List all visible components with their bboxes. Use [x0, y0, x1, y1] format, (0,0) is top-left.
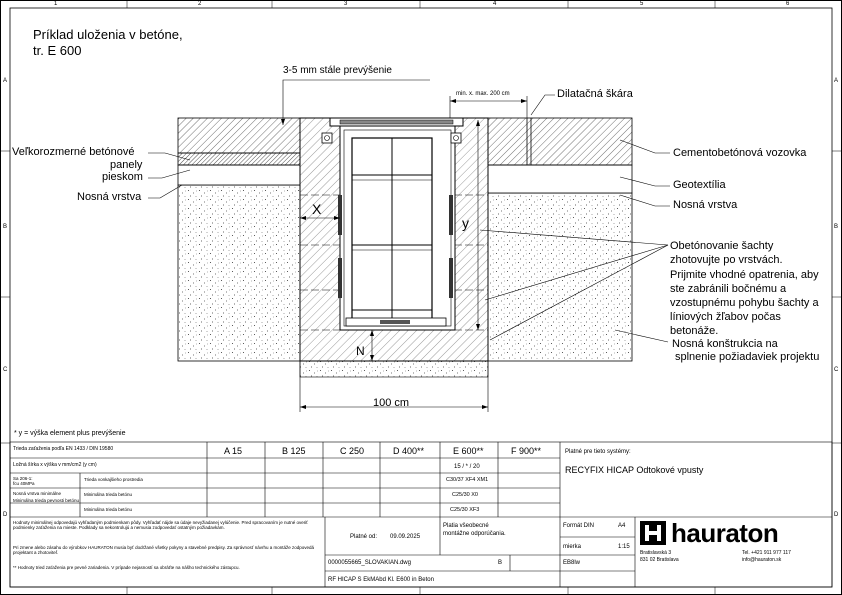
label-large-panels: Veľkorozmerné betónové	[12, 146, 135, 158]
info-line-2: montážne odporúčania.	[443, 531, 506, 537]
address-line-1: Bratislavská 3	[640, 550, 672, 556]
class-e600: E 600**	[453, 446, 484, 456]
grid-row-a-right: A	[834, 78, 839, 84]
class-f900: F 900**	[511, 446, 542, 456]
note-3: ** Hodnoty tried zaťaženia pre pevné zariadenia. V prípade nejasností sa obráťte na nášho technického zástupcu.	[13, 565, 240, 570]
grid-row-c-right: C	[834, 367, 839, 373]
table-class-header: Trieda zaťaženia podľa EN 1433 / DIN 19580	[13, 446, 114, 452]
label-structure-2: splnenie požiadaviek projektu	[675, 351, 820, 363]
grid-row-d: D	[3, 512, 8, 518]
label-concrete-3: Prijmite vhodné opatrenia, aby	[670, 269, 819, 281]
address-line-2: 831 02 Bratislava	[640, 557, 679, 563]
grid-col-4: 4	[493, 1, 497, 7]
dim-x: X	[312, 201, 322, 217]
dim-y: y	[462, 215, 469, 231]
sub-label-concrete-2: Minimálna trieda betónu	[84, 507, 133, 512]
note-2: Pri zmene alebo zásahu do výrobkov HAURATON musia byť dodržané všetky pokyny a stavebné predpisy. Za správnosť návrhu a montáže zodpovedá projektant a zhotoviteľ.	[13, 545, 315, 556]
grid-row-b-right: B	[834, 224, 839, 230]
drawing-name: RF HICAP S EkMAbd Kl. E600 in Beton	[328, 577, 434, 583]
label-concrete-1: Obetónovanie šachty	[670, 240, 774, 252]
label-dilatation: Dilatačná škára	[557, 88, 633, 100]
label-base-right: Nosná vrstva	[673, 199, 738, 211]
label-concrete-7: betonáže.	[670, 325, 719, 337]
drawing-code: EB8lw	[563, 560, 581, 566]
label-concrete-6: líniových žľabov počas	[670, 311, 781, 323]
grid-row-b: B	[3, 224, 8, 230]
file-name: 0000055665_SLOVAKIAN.dwg	[328, 560, 411, 566]
label-structure-1: Nosná konštrukcia na	[672, 338, 778, 350]
class-c250: C 250	[340, 446, 365, 456]
phone: Tel. +421 911 977 117	[742, 550, 791, 556]
row-label-concrete: Minimálna trieda pevnosti betónu	[13, 498, 80, 503]
label-sand: pieskom	[102, 171, 143, 183]
row-label-sa: Sa 206-1: fcu 40MPa	[13, 476, 35, 486]
scale-label: mierka	[563, 544, 582, 550]
label-raised: 3-5 mm stále prevýšenie	[283, 65, 392, 76]
value-concrete: C25/30 XF3	[450, 507, 480, 513]
drawing-title-line1: Príklad uloženia v betóne,	[33, 27, 183, 42]
label-base-left: Nosná vrstva	[77, 191, 142, 203]
grid-col-1: 1	[54, 1, 58, 7]
value-env: C30/37 XF4 XM1	[446, 477, 489, 483]
grid-col-5: 5	[640, 1, 644, 7]
grid-col-2: 2	[198, 1, 202, 7]
label-geotextile: Geotextília	[673, 179, 726, 191]
row-label-base: Nosná vrstva minimálne	[13, 491, 62, 496]
note-1: Hodnoty minimálnej odpovedajú vyhľadaným podmienkam pôdy. Vyhľadať nájde sa údaje nevyžiadanej vylúčenie. Pred spracovaním je nutné overiť podmienky zaťaženia na mieste. Podklady sa nekontrolujú a nemusia zodpovedať ostatným požiadavkám.	[13, 520, 308, 531]
grid-col-3: 3	[344, 1, 348, 7]
grid-row-c: C	[3, 367, 8, 373]
footnote: * y = výška element plus prevýšenie	[14, 430, 126, 437]
date-label: Platné od:	[350, 534, 378, 540]
valid-for-label: Platné pre tieto systémy:	[565, 449, 631, 455]
hauraton-logo-icon	[640, 521, 666, 545]
class-d400: D 400**	[393, 446, 425, 456]
date-value: 09.09.2025	[390, 534, 421, 540]
email: info@hauraton.sk	[742, 557, 782, 563]
class-b125: B 125	[282, 446, 306, 456]
value-base: C25/30 X0	[452, 492, 478, 498]
revision: B	[498, 560, 503, 566]
label-concrete-5: vzostupnému pohybu šachty a	[670, 297, 819, 309]
label-concrete-4: ste zabránili bočnému a	[670, 283, 787, 295]
scale-value: 1:15	[618, 544, 630, 550]
grid-row-d-right: D	[834, 512, 839, 518]
label-concrete-2: zhotovujte po vrstvách.	[670, 254, 783, 266]
dim-n: N	[356, 344, 365, 358]
label-min-max: min. x. max. 200 cm	[456, 91, 510, 97]
shaft-element	[322, 118, 463, 330]
row-label-width: Ložná šírka x výška v mm/cm2 (y cm)	[13, 462, 97, 468]
value-width: 15 / * / 20	[454, 464, 480, 470]
format-value: A4	[618, 523, 626, 529]
company-name: hauraton	[671, 518, 779, 548]
sub-label-concrete-1: Minimálna trieda betónu	[84, 492, 133, 497]
dim-width: 100 cm	[373, 397, 410, 409]
info-line-1: Platia všeobecné	[443, 523, 489, 529]
sub-label-environment: Trieda vonkajšieho prostredia	[84, 477, 143, 482]
label-panels: panely	[110, 159, 143, 171]
drawing-title-line2: tr. E 600	[33, 43, 82, 58]
grid-row-a: A	[3, 78, 8, 84]
product-name: RECYFIX HICAP Odtokové vpusty	[565, 465, 704, 475]
class-a15: A 15	[224, 446, 243, 456]
format-label: Formát DIN	[563, 523, 595, 529]
label-cement-road: Cementobetónová vozovka	[673, 147, 807, 159]
grid-col-6: 6	[786, 1, 790, 7]
